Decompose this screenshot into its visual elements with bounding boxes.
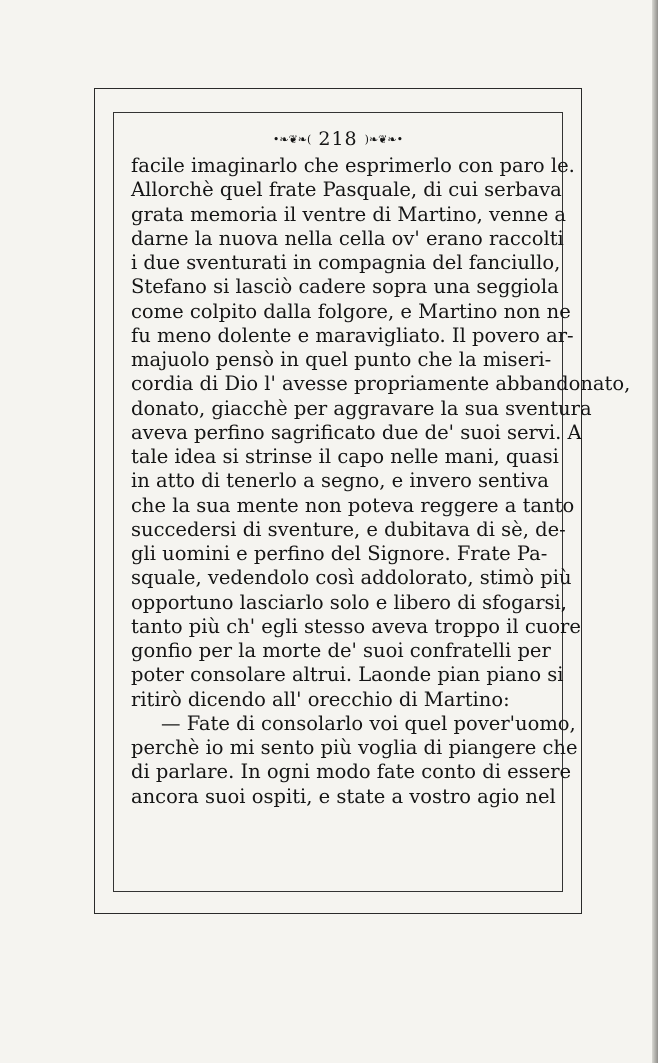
text-line: tale idea si strinse il capo nelle mani, quasi bbox=[131, 445, 559, 468]
header-ornament-right: )❧❦❧• bbox=[364, 133, 404, 146]
text-line: squale, vedendolo così addolorato, stimò più bbox=[131, 566, 572, 590]
text-line: opportuno lasciarlo solo e libero di sfogarsi, bbox=[131, 590, 567, 614]
text-line: di parlare. In ogni modo fate conto di essere bbox=[131, 760, 572, 784]
text-line: donato, giacchè per aggravare la sua sventura bbox=[131, 396, 592, 420]
text-line: in atto di tenerlo a segno, e invero sentiva bbox=[131, 469, 549, 493]
text-line: perchè io mi sento più voglia di piangere che bbox=[131, 736, 578, 759]
text-line: — Fate di consolarlo voi quel pover'uomo, bbox=[161, 711, 576, 735]
text-line: succedersi di sventure, e dubitava di sè, de- bbox=[131, 517, 566, 541]
text-line: i due sventurati in compagnia del fanciullo, bbox=[131, 251, 561, 274]
text-line: aveva perfino sagrificato due de' suoi servi. A bbox=[131, 420, 582, 444]
text-line: majuolo pensò in quel punto che la miseri- bbox=[131, 348, 552, 371]
text-line: Stefano si lasciò cadere sopra una seggiola bbox=[131, 275, 559, 299]
text-block bbox=[131, 124, 631, 809]
text-line: fu meno dolente e maravigliato. Il povero ar- bbox=[131, 323, 574, 347]
text-line: ancora suoi ospiti, e state a vostro agio nel bbox=[131, 784, 556, 808]
page-edge-shadow bbox=[652, 0, 658, 1063]
text-line: poter consolare altrui. Laonde pian piano si bbox=[131, 663, 564, 687]
text-line: facile imaginarlo che esprimerlo con paro le. bbox=[131, 154, 575, 177]
text-line: ritirò dicendo all' orecchio di Martino: bbox=[131, 687, 510, 711]
page-number: 218 bbox=[318, 128, 358, 150]
page-header bbox=[131, 124, 545, 154]
text-line: come colpito dalla folgore, e Martino non ne bbox=[131, 299, 571, 323]
text-line: che la sua mente non poteva reggere a tanto bbox=[131, 493, 575, 517]
text-line: Allorchè quel frate Pasquale, di cui serbava bbox=[131, 178, 562, 202]
header-ornament-left: •❧❦❧( bbox=[272, 133, 312, 146]
text-line: gonfio per la morte de' suoi confratelli per bbox=[131, 639, 551, 662]
text-line: cordia di Dio l' avesse propriamente abbandonato, bbox=[131, 372, 631, 396]
text-line: grata memoria il ventre di Martino, venne a bbox=[131, 202, 567, 226]
text-line: gli uomini e perfino del Signore. Frate Pa- bbox=[131, 542, 548, 565]
text-line: darne la nuova nella cella ov' erano raccolti bbox=[131, 226, 564, 250]
text-line: tanto più ch' egli stesso aveva troppo il cuore bbox=[131, 614, 581, 638]
